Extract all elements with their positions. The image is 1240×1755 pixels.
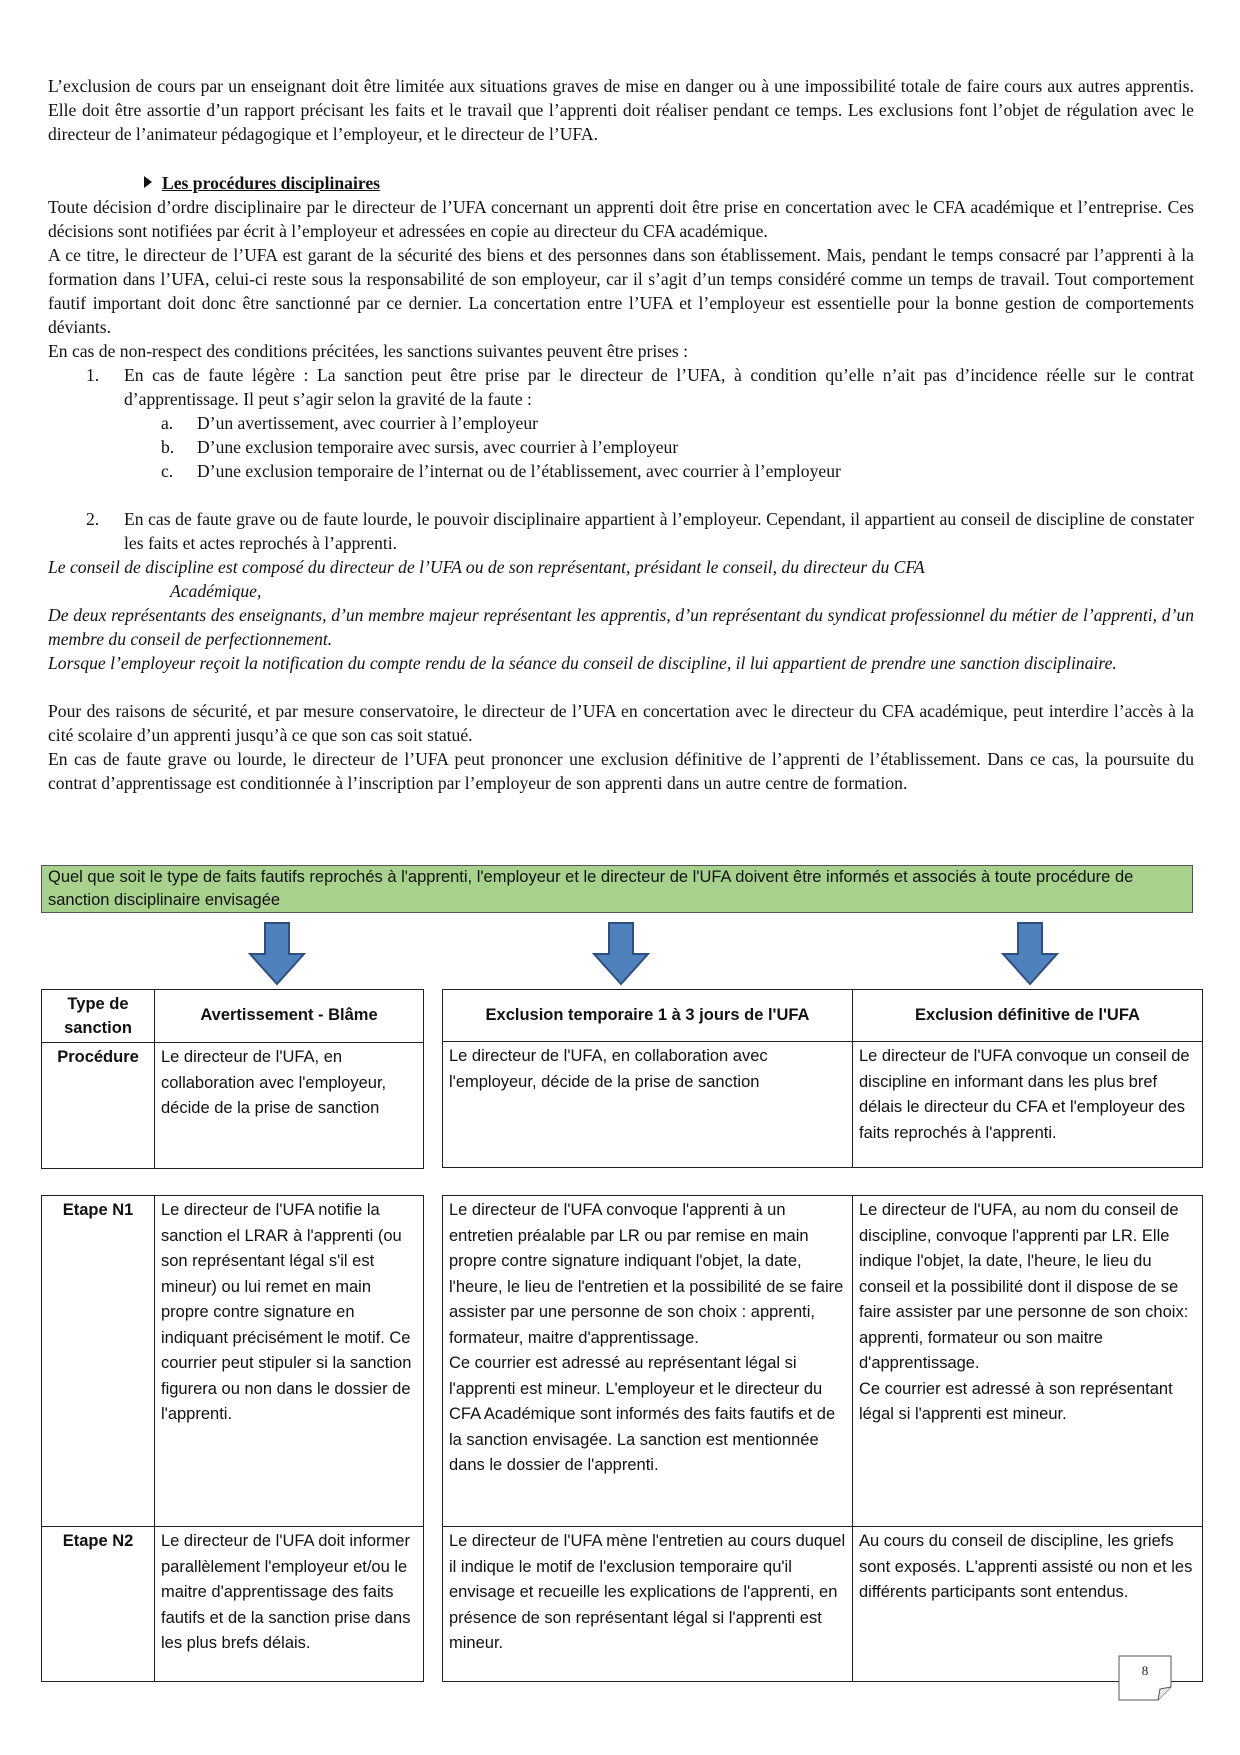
section-paragraph-3: En cas de non-respect des conditions précitées, les sanctions suivantes peuvent être prises : — [48, 341, 689, 361]
council-paragraph-2: De deux représentants des enseignants, d’un membre majeur représentant les apprentis, d’un représentant du syndicat professionnel du métier de l’apprenti, d’un membre du conseil de perfectionnement. — [48, 605, 1194, 649]
procedure-label: Procédure — [42, 1043, 155, 1169]
section-heading — [48, 171, 1194, 195]
sub-item-c — [48, 459, 1194, 483]
step-n1-definitive — [853, 1196, 1203, 1527]
sub-item-b — [48, 435, 1194, 459]
steps-table-right — [442, 1195, 1203, 1682]
sanction-table-right-top — [442, 989, 1203, 1168]
procedure-temporary: Le directeur de l'UFA, en collaboration avec l'employeur, décide de la prise de sanction — [443, 1042, 853, 1168]
section-paragraph-1: Toute décision d’ordre disciplinaire par le directeur de l’UFA concernant un apprenti doit être prise en concertation avec le CFA académique et l’entreprise. Ces décisions sont notifiées par écrit à l’employeur et adressées en copie au directeur du CFA académique. — [48, 197, 1194, 241]
list-number: 1. — [86, 365, 100, 385]
section-heading-text: Les procédures disciplinaires — [162, 173, 380, 193]
intro-text: L’exclusion de cours par un enseignant doit être limitée aux situations graves de mise en danger ou à une impossibilité totale de faire cours aux autres apprentis. Elle doit être assortie d’un rapport précisant les faits et le travail que l’apprenti doit réaliser pendant ce temps. Les exclusions font l’objet de régulation avec le directeur de l’animateur pédagogique et l’employeur, et le directeur de l’UFA. — [48, 76, 1194, 144]
step-n1-temporary-extra: Ce courrier est adressé au représentant légal si l'apprenti est mineur. L'employeur et le directeur du CFA Académique sont informés des faits fautifs et de la sanction envisagée. La sanction est mentionnée dans le dossier de l'apprenti. — [449, 1354, 836, 1474]
down-arrow-icon — [248, 922, 306, 986]
disciplinary-section — [48, 171, 1194, 795]
step-n2-definitive: Au cours du conseil de discipline, les griefs sont exposés. L'apprenti assisté ou non et les différents participants sont entendus. — [853, 1527, 1203, 1682]
step-n1-warning: Le directeur de l'UFA notifie la sanction el LRAR à l'apprenti (ou son représentant légal s'il est mineur) ou lui remet en main propre contre signature en indiquant précisément le motif. Ce courrier peut stipuler si la sanction figurera ou non dans le dossier de l'apprenti. — [155, 1196, 424, 1527]
step-n2-temporary: Le directeur de l'UFA mène l'entretien au cours duquel il indique le motif de l'exclusion temporaire qu'il envisage et recueille les explications de l'apprenti, en présence de son représentant légal si l'apprenti est mineur. — [443, 1527, 853, 1682]
council-paragraph-3: Lorsque l’employeur reçoit la notification du compte rendu de la séance du conseil de discipline, il lui appartient de prendre une sanction disciplinaire. — [48, 653, 1117, 673]
sub-letter: c. — [161, 461, 174, 481]
security-paragraph: Pour des raisons de sécurité, et par mesure conservatoire, le directeur de l’UFA en concertation avec le directeur du CFA académique, peut interdire l’accès à la cité scolaire d’un apprenti jusqu’à ce que son cas soit statué. — [48, 701, 1194, 745]
col-header-temporary: Exclusion temporaire 1 à 3 jours de l'UFA — [443, 990, 853, 1042]
type-header: Type de sanction — [42, 990, 155, 1043]
col-header-warning: Avertissement - Blâme — [155, 990, 424, 1043]
sanction-table-left-top — [41, 989, 424, 1169]
procedure-definitive: Le directeur de l'UFA convoque un conseil de discipline en informant dans les plus bref délais le directeur du CFA et l'employeur des faits reprochés à l'apprenti. — [853, 1042, 1203, 1168]
council-paragraph-1: Le conseil de discipline est composé du directeur de l’UFA ou de son représentant, présidant le conseil, du directeur du CFA — [48, 557, 925, 577]
definitive-exclusion-paragraph: En cas de faute grave ou lourde, le directeur de l’UFA peut prononcer une exclusion définitive de l’apprenti de l’établissement. Dans ce cas, la poursuite du contrat d’apprentissage est conditionnée à l’inscription par l’employeur de son apprenti dans un autre centre de formation. — [48, 749, 1194, 793]
sub-letter: b. — [161, 437, 175, 457]
step-n1-definitive-extra: Ce courrier est adressé à son représentant légal si l'apprenti est mineur. — [859, 1379, 1173, 1423]
page-number-badge — [1118, 1655, 1172, 1701]
sub-text: D’une exclusion temporaire avec sursis, avec courrier à l’employeur — [197, 437, 679, 457]
list-item-2 — [48, 507, 1194, 555]
step-n1-temporary-text: Le directeur de l'UFA convoque l'apprenti à un entretien préalable par LR ou par remise en main propre contre signature indiquant l'objet, la date, l'heure, le lieu de l'entretien et la possibilité de se faire assister par une personne de son choix : apprenti, formateur, maitre d'apprentissage. — [449, 1201, 844, 1347]
info-banner: Quel que soit le type de faits fautifs reprochés à l'apprenti, l'employeur et le directeur de l'UFA doivent être informés et associés à toute procédure de sanction disciplinaire envisagée — [41, 865, 1193, 913]
section-paragraph-2: A ce titre, le directeur de l’UFA est garant de la sécurité des biens et des personnes dans son établissement. Mais, pendant le temps consacré par l’apprenti à la formation dans l’UFA, celui-ci reste sous la responsabilité de son employeur, car il s’agit d’un temps considéré comme un temps de travail. Tout comportement fautif important doit donc être sanctionné par ce dernier. La concertation entre l’UFA et l’employeur est essentielle pour la bonne gestion de comportements déviants. — [48, 245, 1194, 337]
sub-text: D’un avertissement, avec courrier à l’employeur — [197, 413, 538, 433]
step-n2-warning: Le directeur de l'UFA doit informer parallèlement l'employeur et/ou le maitre d'apprentissage des faits fautifs et de la sanction prise dans les plus brefs délais. — [155, 1527, 424, 1682]
list-number: 2. — [86, 509, 100, 529]
step-n2-label: Etape N2 — [42, 1527, 155, 1682]
step-n1-temporary — [443, 1196, 853, 1527]
list-item-text: En cas de faute légère : La sanction peut être prise par le directeur de l’UFA, à condition qu’elle n’ait pas d’incidence réelle sur le contrat d’apprentissage. Il peut s’agir selon la gravité de la faute : — [124, 365, 1194, 409]
down-arrow-icon — [1001, 922, 1059, 986]
intro-paragraph — [48, 74, 1194, 146]
sanction-list — [48, 363, 1194, 555]
sub-item-a — [48, 411, 1194, 435]
triangle-bullet-icon — [144, 176, 152, 188]
sub-list — [48, 411, 1194, 483]
list-item-text: En cas de faute grave ou de faute lourde, le pouvoir disciplinaire appartient à l’employeur. Cependant, il appartient au conseil de discipline de constater les faits et actes reprochés à l’apprenti. — [124, 509, 1194, 553]
col-header-definitive: Exclusion définitive de l'UFA — [853, 990, 1203, 1042]
down-arrow-icon — [592, 922, 650, 986]
step-n1-label: Etape N1 — [42, 1196, 155, 1527]
step-n1-definitive-text: Le directeur de l'UFA, au nom du conseil de discipline, convoque l'apprenti par LR. Elle indique l'objet, la date, l'heure, le lieu du conseil et la possibilité dont il dispose de se faire assister par une personne de son choix: apprenti, formateur ou son maitre d'apprentissage. — [859, 1201, 1189, 1372]
procedure-warning: Le directeur de l'UFA, en collaboration avec l'employeur, décide de la prise de sanction — [155, 1043, 424, 1169]
steps-table-left — [41, 1195, 424, 1682]
page-number: 8 — [1141, 1663, 1149, 1678]
sub-letter: a. — [161, 413, 174, 433]
sub-text: D’une exclusion temporaire de l’internat ou de l’établissement, avec courrier à l’employeur — [197, 461, 841, 481]
list-item-1 — [48, 363, 1194, 411]
council-paragraph-1-cont: Académique, — [170, 581, 262, 601]
